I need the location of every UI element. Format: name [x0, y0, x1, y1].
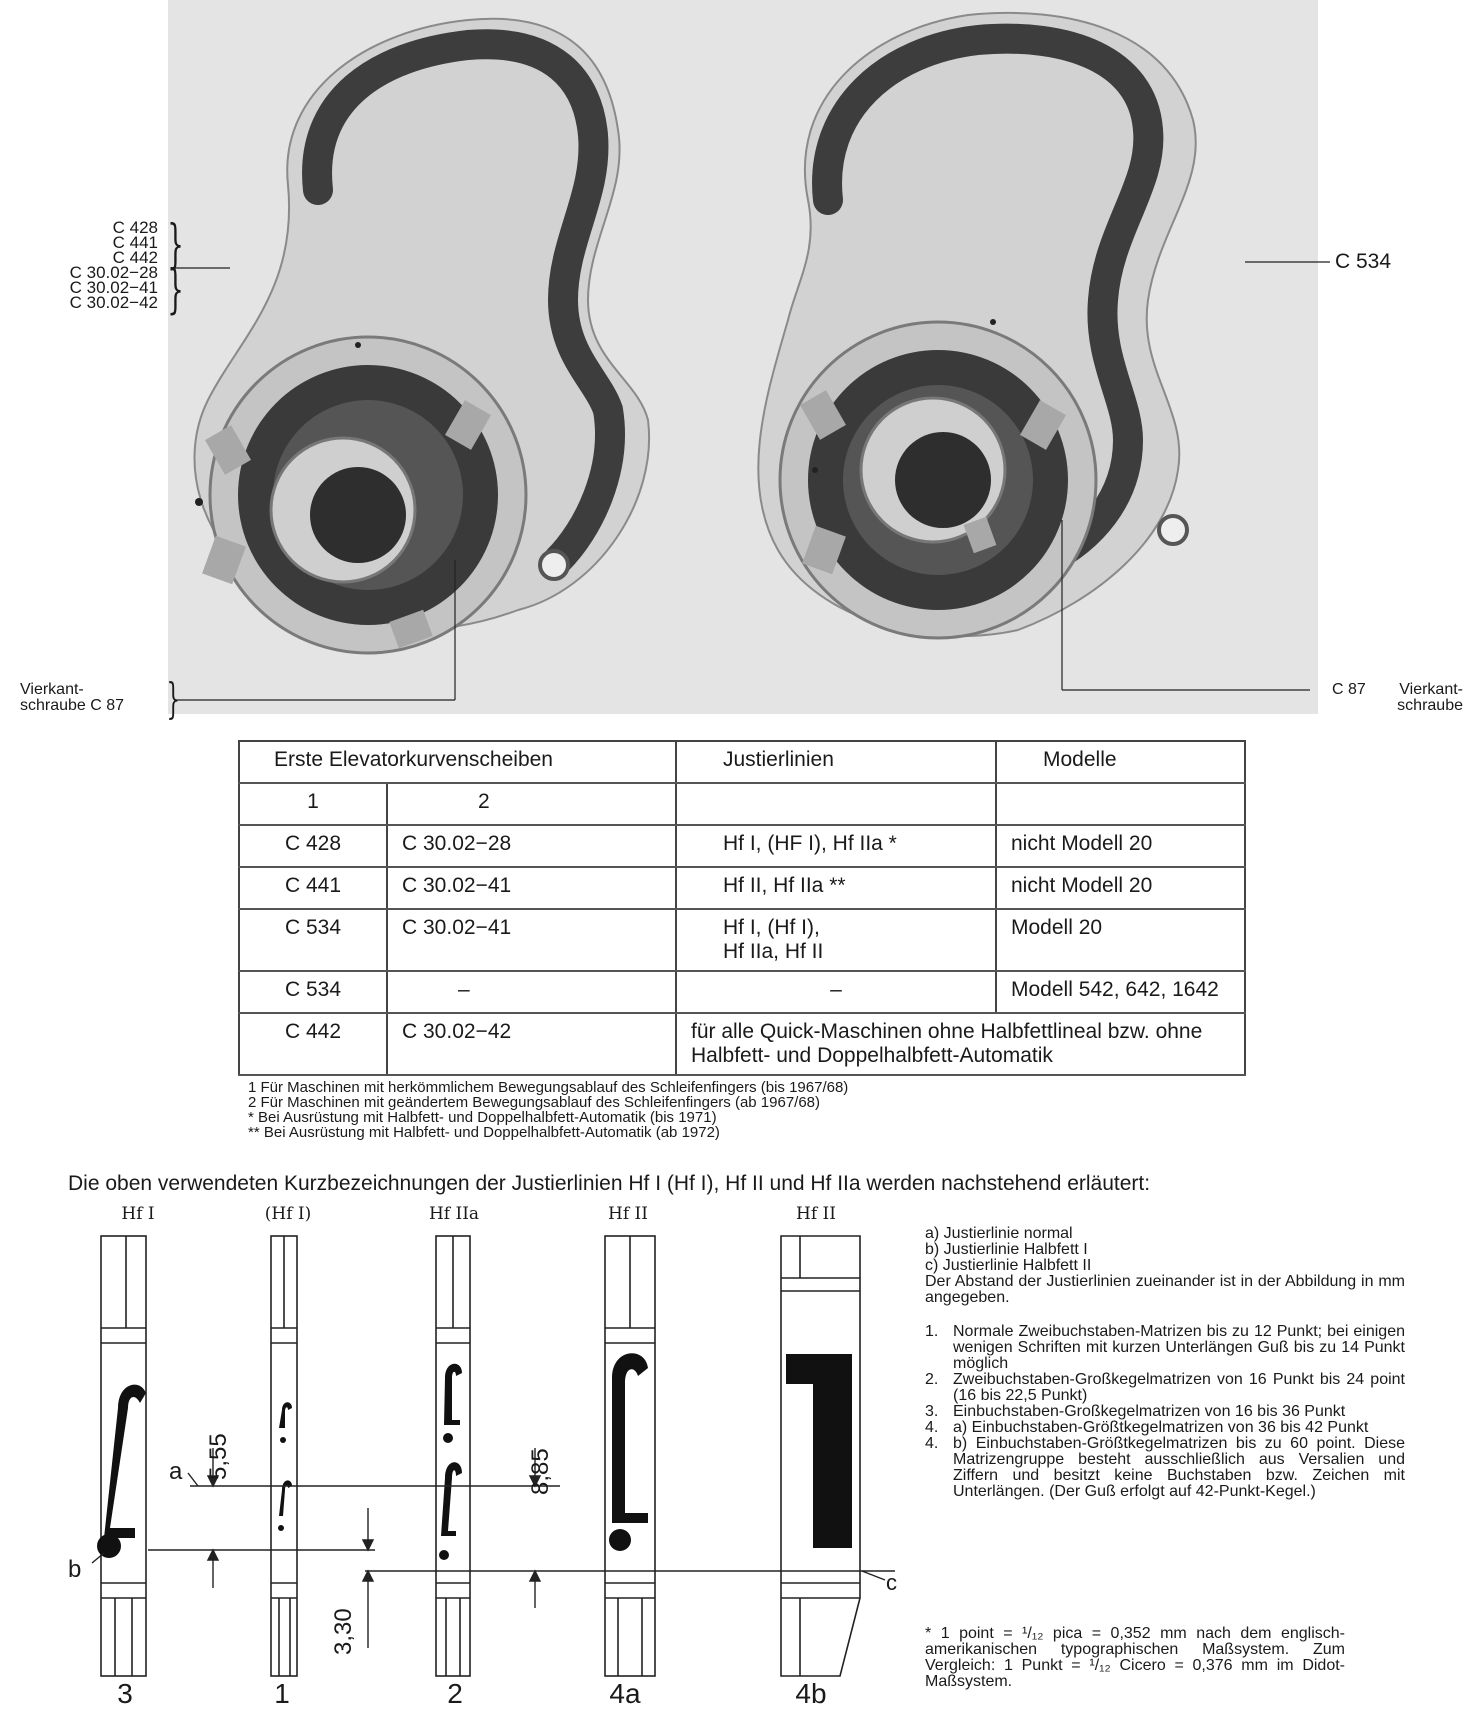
part-label: C 30.02−42: [69, 293, 158, 312]
matrix-title: Hf II: [608, 1204, 648, 1224]
legend: [925, 1226, 1405, 1306]
matrix-number: 4b: [795, 1678, 827, 1709]
part-label: C 30.02−41: [69, 278, 158, 297]
left-brace: }: [167, 260, 184, 320]
dimension-label: 3,30: [330, 1608, 357, 1655]
matrix-title: Hf IIa: [428, 1204, 480, 1224]
table-cell: –: [676, 971, 996, 1013]
right-bottom-code: C 87: [1332, 681, 1366, 698]
table-notes: [248, 1080, 848, 1140]
table-cell: C 428: [239, 825, 387, 867]
table-cell: C 441: [239, 867, 387, 909]
table-row: [239, 825, 1245, 867]
left-part-labels: [40, 220, 158, 310]
table-cell: nicht Modell 20: [996, 825, 1245, 867]
note-line: 2 Für Maschinen mit geändertem Bewegungsablauf des Schleifenfingers (ab 1967/68): [248, 1094, 821, 1111]
table-row: [239, 867, 1245, 909]
left-bottom-label: Vierkant- schraube C 87: [20, 681, 125, 714]
table-header-cell: Erste Elevatorkurvenscheiben: [239, 741, 676, 783]
matrix-diagram: [0, 1228, 920, 1698]
dimension-label: 8,85: [527, 1448, 554, 1495]
matrix-title: Hf I: [121, 1204, 155, 1224]
note-line: * Bei Ausrüstung mit Halbfett- und Doppelhalbfett-Automatik (bis 1971): [248, 1109, 717, 1126]
part-label: C 428: [112, 218, 158, 237]
table-subheader-row: [239, 783, 1245, 825]
table-cell: C 30.02−41: [387, 909, 676, 971]
list-item: 3. Einbuchstaben-Großkegelmatrizen von 16 bis 36 Punkt: [925, 1403, 1346, 1420]
table-header-row: [239, 741, 1245, 783]
part-label: C 442: [112, 248, 158, 267]
table-cell: [676, 783, 996, 825]
table-cell: Hf I, (Hf I), Hf IIa, Hf II: [676, 909, 996, 971]
part-label: C 441: [112, 233, 158, 252]
list-item: 1. Normale Zweibuchstaben-Matrizen bis zu 12 Punkt; bei einigen wenigen Schriften mit kurzen Unterlängen Guß bis zu 14 Punkt möglich: [925, 1323, 1405, 1372]
right-bottom-label: Vierkant- schraube: [1397, 681, 1463, 714]
legend-item: b) Justierlinie Halbfett I: [925, 1241, 1088, 1258]
legend-item: a) Justierlinie normal: [925, 1225, 1073, 1242]
part-label: C 30.02−28: [69, 263, 158, 282]
list-item: 2. Zweibuchstaben-Großkegelmatrizen von 16 Punkt bis 24 point (16 bis 22,5 Punkt): [925, 1371, 1405, 1404]
table-cell: nicht Modell 20: [996, 867, 1245, 909]
matrix-number: 1: [274, 1678, 290, 1709]
matrix-type-list: [925, 1324, 1405, 1500]
note-line: 1 Für Maschinen mit herkömmlichem Bewegungsablauf des Schleifenfingers (bis 1967/68): [248, 1079, 849, 1096]
table-cell: C 30.02−41: [387, 867, 676, 909]
marker-label: b: [68, 1556, 82, 1583]
explanation-heading: Die oben verwendeten Kurzbezeichnungen der Justierlinien Hf I (Hf I), Hf II und Hf IIa werden nachstehend erläutert:: [68, 1172, 1151, 1195]
matrix-number: 2: [447, 1678, 463, 1709]
matrix-number: 3: [117, 1678, 133, 1709]
table-cell: Modell 20: [996, 909, 1245, 971]
table-header-cell: Modelle: [996, 741, 1245, 783]
list-item: 4. b) Einbuchstaben-Größtkegelmatrizen bis zu 60 point. Diese Matrizengruppe besteht ausschließlich aus Versalien und Ziffern und besitzt keine Buchstaben bzw. Zeichen mit Unterlängen. (Der Guß erfolgt auf 42-Punkt-Kegel.): [925, 1435, 1405, 1500]
list-item: 4. a) Einbuchstaben-Größtkegelmatrizen von 36 bis 42 Punkt: [925, 1419, 1369, 1436]
footnote: * 1 point = ¹/₁₂ pica = 0,352 mm nach dem englisch-amerikanischen typographischen Maßsystem. Zum Vergleich: 1 Punkt = ¹/₁₂ Cicero = 0,376 mm im Didot-Maßsystem.: [925, 1625, 1345, 1690]
right-part-label: C 534: [1335, 250, 1392, 273]
table-cell: –: [387, 971, 676, 1013]
marker-label: a: [169, 1458, 183, 1485]
table-cell: Modell 542, 642, 1642: [996, 971, 1245, 1013]
table-cell: Hf I, (HF I), Hf IIa *: [676, 825, 996, 867]
matrix-title: (Hf I): [264, 1204, 312, 1224]
table-row: [239, 1013, 1245, 1075]
table-cell: C 30.02−42: [387, 1013, 676, 1075]
photo-leader-lines: [0, 0, 1478, 723]
table-header-cell: Justierlinien: [676, 741, 996, 783]
table-cell: [996, 783, 1245, 825]
table-subheader-cell: 2: [387, 783, 676, 825]
table-cell: C 442: [239, 1013, 387, 1075]
legend-item: Der Abstand der Justierlinien zueinander ist in der Abbildung in mm angegeben.: [925, 1273, 1405, 1306]
legend-item: c) Justierlinie Halbfett II: [925, 1257, 1092, 1274]
table-row: [239, 909, 1245, 971]
cam-disc-table: [238, 740, 1246, 1076]
marker-label: c: [886, 1570, 897, 1595]
note-line: ** Bei Ausrüstung mit Halbfett- und Doppelhalbfett-Automatik (ab 1972): [248, 1124, 720, 1141]
left-bottom-brace: }: [166, 674, 181, 723]
table-cell: C 30.02−28: [387, 825, 676, 867]
table-cell: C 534: [239, 909, 387, 971]
matrix-title: Hf II: [796, 1204, 836, 1224]
table-row: [239, 971, 1245, 1013]
matrix-number: 4a: [609, 1678, 641, 1709]
table-subheader-cell: 1: [239, 783, 387, 825]
left-brace: }: [167, 215, 184, 275]
table-cell: Hf II, Hf IIa **: [676, 867, 996, 909]
table-cell-wide: für alle Quick-Maschinen ohne Halbfettlineal bzw. ohne Halbfett- und Doppelhalbfett-Automatik: [676, 1013, 1245, 1075]
dimension-label: 5,55: [205, 1433, 232, 1480]
table-cell: C 534: [239, 971, 387, 1013]
